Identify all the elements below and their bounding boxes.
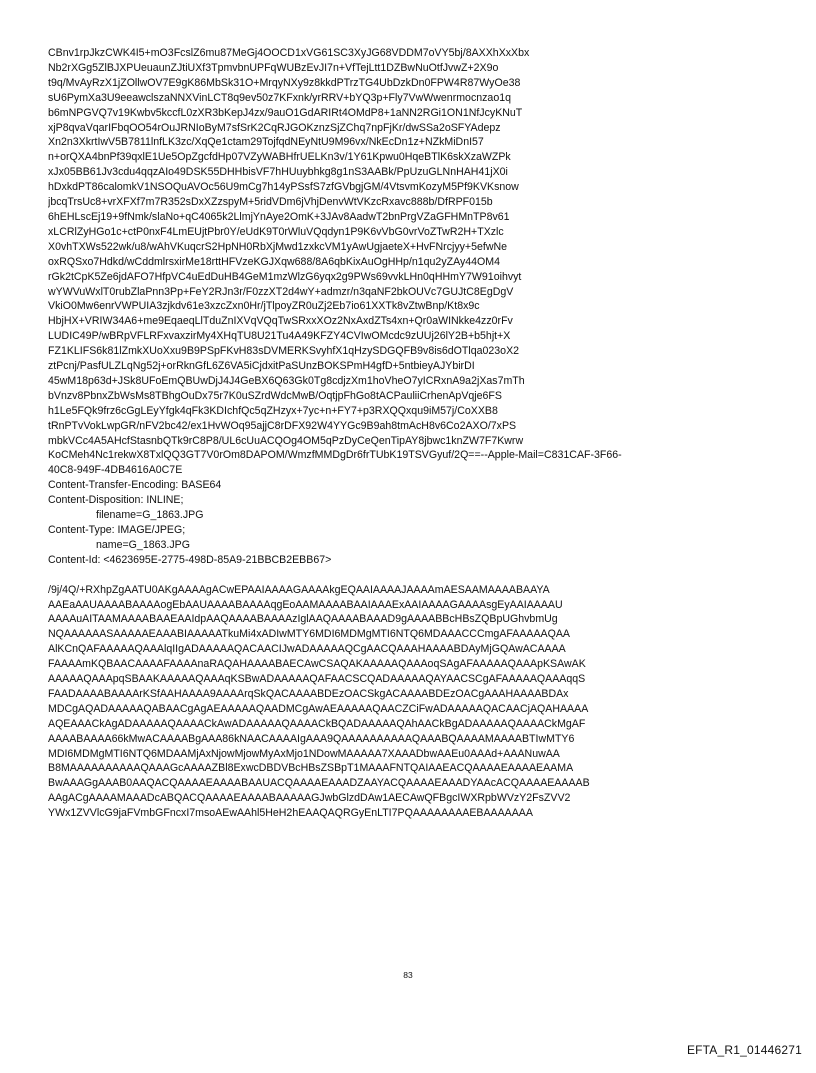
disposition-filename: filename=G_1863.JPG: [96, 509, 204, 522]
text-line: AAAABAAAA66kMwACAAAABgAAA86kNAACAAAAIgAAA9QAAAAAAAAAAQAAABQAAAAMAAAABTIwMTY6: [48, 732, 575, 745]
text-line: 6hEHLscEj19+9fNmk/slaNo+qC4065k2LlmjYnAye2OmK+3JAv8AadwT2bnPrgVZaGFHMnTP8v61: [48, 210, 510, 223]
text-line: 40C8-949F-4DB4616A0C7E: [48, 464, 183, 477]
disposition-header: Content-Disposition: INLINE;: [48, 494, 184, 507]
text-line: NQAAAAAASAAAAAEAAABIAAAAATkuMi4xADIwMTY6MDI6MDMgMTI6NTQ6MDAAACCCmgAFAAAAAQAA: [48, 628, 570, 641]
text-line: FAADAAAABAAAArKSfAAHAAAA9AAAArqSkQACAAAABDEzOACSkgACAAAABDEzOACgAAAHAAAABDAx: [48, 687, 569, 700]
text-line: YWx1ZVVlcG9jaFVmbGFncxI7msoAEwAAhl5HeH2hEAAQAQRGyEnLTI7PQAAAAAAAAEBAAAAAAA: [48, 807, 533, 820]
text-line: HbjHX+VRIW34A6+me9EqaeqLlTduZnIXVqVQqTwSRxxXOz2NxAxdZTs4xn+Qr0aWINkke4zz0rFv: [48, 315, 513, 328]
text-line: n+orQXA4bnPf39qxlE1Ue5OpZgcfdHp07VZyWABHfrUELKn3v/1Y61Kpwu0HqeBTlK6skXzaWZPk: [48, 151, 511, 164]
text-line: AAAAuAITAAMAAAABAAEAAIdpAAQAAAABAAAAzIglAAQAAAABAAAD9gAAAABBcHBsZQBpUGhvbmUg: [48, 613, 558, 626]
text-line: oxRQSxo7Hdkd/wCddmlrsxirMe18rttHFVzeKGJXqw688/8A6qbKixAuOgHHp/n1qu2yZAy44OM4: [48, 255, 500, 268]
text-line: rGk2tCpK5Ze6jdAFO7HfpVC4uEdDuHB4GeM1mzWlzG6yqx2g9PWs69vvkLHn0qHHmY7W91oihvyt: [48, 270, 522, 283]
content-type-header: Content-Type: IMAGE/JPEG;: [48, 524, 186, 536]
text-line: hDxkdPT86calomkV1NSOQuAVOc56U9mCg7h14yPSsfS7zfGVbgjGM/4VtsvmKozyM5Pf9KVKsnow: [48, 181, 519, 194]
base64-block-2: [48, 583, 778, 822]
text-line: VkiO0Mw6enrVWPUIA3zjkdv61e3xzcZxn0Hr/jTlpoyZR0uZj2Eb7io61XXTk8vZtwBnp/Kt8x9c: [48, 300, 480, 313]
text-line: bVnzv8PbnxZbWsMs8TBhgOuDx75r7K0uSZrdWdcMwB/OqtjpFhGo8tACPauliiCrhenApVqje6FS: [48, 389, 502, 402]
text-line: t9q/MvAyRzX1jZOllwOV7E9gK86MbSk31O+MrqyNXy9z8kkdPTrzTG4UbDzkDn0FPW4R87WyOe38: [48, 76, 521, 89]
text-line: KoCMeh4Nc1rekwX8TxlQQ3GT7V0rOm8DAPOM/WmzfMMDgDr6frTUbK19TSVGyuf/2Q==--Apple-Mail=C831CAF-3F66-: [48, 449, 622, 462]
text-line: xLCRlZyHGo1c+ctP0nxF4LmEUjtPbr0Y/eUdK9T0rWluVQqdyn1P9K6vVbG0vrVoZTwR2H+TXzlc: [48, 225, 504, 238]
text-line: AAEaAAUAAAABAAAAogEbAAUAAAABAAAAqgEoAAMAAAABAAIAAAExAAIAAAAGAAAAsgEyAAIAAAAU: [48, 598, 563, 611]
text-line: AQEAAACkAgADAAAAAQAAAACkAwADAAAAAQAAAACkBQADAAAAAQAhAACkBgADAAAAAQAAAACkMgAF: [48, 717, 586, 730]
text-line: X0vhTXWs522wk/u8/wAhVKuqcrS2HpNH0RbXjMwd1zxkcVM1yAwUgjaeteX+HvFNrcjyy+5efwNe: [48, 240, 508, 253]
text-line: FAAAAmKQBAACAAAAFAAAAnaRAQAHAAAABAECAwCSAQAKAAAAAQAAAoqSAgAFAAAAAQAAApKSAwAK: [48, 658, 586, 671]
text-line: FZ1KLIFS6k81lZmkXUoXxu9B9PSpFKvH83sDVMERKSvyhfX1qHzySDGQFB9v8is6dOTlqa023oX2: [48, 345, 520, 358]
text-line: sU6PymXa3U9eeawclszaNNXVinLCT8q9ev50z7KFxnk/yrRRV+bYQ3p+Fly7VwWwenrmocnzao1q: [48, 91, 511, 104]
text-line: ztPcnj/PasfULZLqNg52j+orRknGfL6Z6VA5iCjdxitPaSUnzBOKSPmH4gfD+5ntbieyAJYbirDI: [48, 360, 475, 373]
text-line: MDCgAQADAAAAAQABAACgAgAEAAAAAQAADMCgAwAEAAAAAQAACZCiFwADAAAAAQACAACjAQAHAAAA: [48, 702, 589, 715]
text-line: Nb2rXGg5ZlBJXPUeuaunZJtiUXf3TpmvbnUPFqWUBzEvJI7n+VfTejLtt1DZBwNuOtfJvwZ+2X9o: [48, 61, 499, 74]
text-line: /9j/4Q/+RXhpZgAATU0AKgAAAAgACwEPAAIAAAAGAAAAkgEQAAIAAAAJAAAAmAESAAMAAAABAAYA: [48, 583, 550, 596]
content-type-name: name=G_1863.JPG: [96, 538, 190, 551]
text-line: AlKCnQAFAAAAAQAAAlqIIgADAAAAAQACAACIJwADAAAAAQCgAACQAAAHAAAABDAyMjGQAwACAAAA: [48, 643, 566, 656]
text-line: xjP8qvaVqarIFbqOO54rOuJRNIoByM7sfSrK2CqRJGOKznzSjZChq7npFjKr/dwSSa2oSFYAdepz: [48, 121, 501, 134]
text-line: tRnPTvVokLwpGR/nFV2bc42/ex1HvWOq95ajjC8rDFX92W4YYGc9B9ah8tmAcH8v6Co2AXO/7xPS: [48, 419, 517, 432]
text-line: B8MAAAAAAAAAAQAAAGcAAAAZBl8ExwcDBDVBcHBsZSBpT1MAAAFNTQAIAAEACQAAAAEAAAAEAAMA: [48, 762, 574, 775]
email-source-text: [48, 46, 778, 821]
text-line: mbkVCc4A5AHcfStasnbQTk9rC8P8/UL6cUuACQOg4OM5qPzDyCeQenTipAY8jbwc1knZW7F7Kwrw: [48, 434, 524, 447]
mime-headers: [48, 478, 778, 567]
text-line: b6mNPGVQ7v19Kwbv5kccfL0zXR3bKepJ4zx/9auO1GdARIRt4OMdP8+1aNN2RGi1ON1NfJcyKNuT: [48, 106, 523, 119]
text-line: xJx05BB61Jv3cdu4qqzAIo49DSK55DHHbisVF7hHUuybhkg8g1nS3AABk/PpUzuGLNnHAH41jX0i: [48, 166, 508, 179]
transfer-encoding-header: Content-Transfer-Encoding: BASE64: [48, 479, 222, 492]
content-id-header: Content-Id: <4623695E-2775-498D-85A9-21BBCB2EBB67>: [48, 553, 332, 566]
page-number: 83: [403, 970, 413, 980]
bates-number: EFTA_R1_01446271: [686, 1043, 802, 1057]
text-line: AAAAAQAAApqSBAAKAAAAAQAAAqKSBwADAAAAAQAFAACSCQADAAAAAQAYAACSCgAFAAAAAQAAAqqS: [48, 673, 586, 686]
text-line: LUDIC49P/wBRpVFLRFxvaxzirMy4XHqTU8U21Tu4A49KFZY4CVIwOMcdc9zUUj26lY2B+b5hjt+X: [48, 330, 511, 343]
blank-line: [48, 568, 778, 583]
base64-block-1: [48, 46, 778, 478]
text-line: jbcqTrsUc8+vrXFXf7m7R352sDxXZzspyM+5ridVDm6jVhjDenvWtVKzcRxavc888b/DfRPF015b: [48, 196, 493, 209]
text-line: 45wM18p63d+JSk8UFoEmQBUwDjJ4J4GeBX6Q63Gk0Tg8cdjzXm1hoVheO7yICRxnA9a2jXas7mTh: [48, 374, 525, 387]
text-line: wYWVuWxlT0rubZlaPnn3Pp+FeY2RJn3r/F0zzXT2d4wY+admzr/n3qaNF2bkOUVc7GUJtC8EgDgV: [48, 285, 514, 298]
text-line: BwAAAGgAAAB0AAQACQAAAAEAAAABAAUACQAAAAEAAADZAAYACQAAAAEAAADYAAcACQAAAAEAAAAB: [48, 777, 590, 790]
text-line: CBnv1rpJkzCWK4I5+mO3FcslZ6mu87MeGj4OOCD1xVG61SC3XyJG68VDDM7oVY5bj/8AXXhXxXbx: [48, 47, 530, 59]
text-line: MDI6MDMgMTI6NTQ6MDAAMjAxNjowMjowMyAxMjo1NDowMAAAAA7XAAADbwAAEu0AAAd+AAANuwAA: [48, 747, 560, 760]
text-line: h1Le5FQk9frz6cGgLEyYfgk4qFk3KDIchfQc5qZHzyx+7yc+n+FY7+p3RXQQxqu9iM57j/CoXXB8: [48, 404, 498, 417]
text-line: Xn2n3XkrtIwV5B7811lnfLK3zc/XqQe1ctam29TojfqdNEyNtU9M96vx/NkEcDn1z+NZkMiDnI57: [48, 136, 484, 149]
text-line: AAgACgAAAAMAAADcABQACQAAAAEAAAABAAAAAGJwbGlzdDAw1AECAwQFBgcIWXRpbWVzY2FsZVV2: [48, 792, 571, 805]
